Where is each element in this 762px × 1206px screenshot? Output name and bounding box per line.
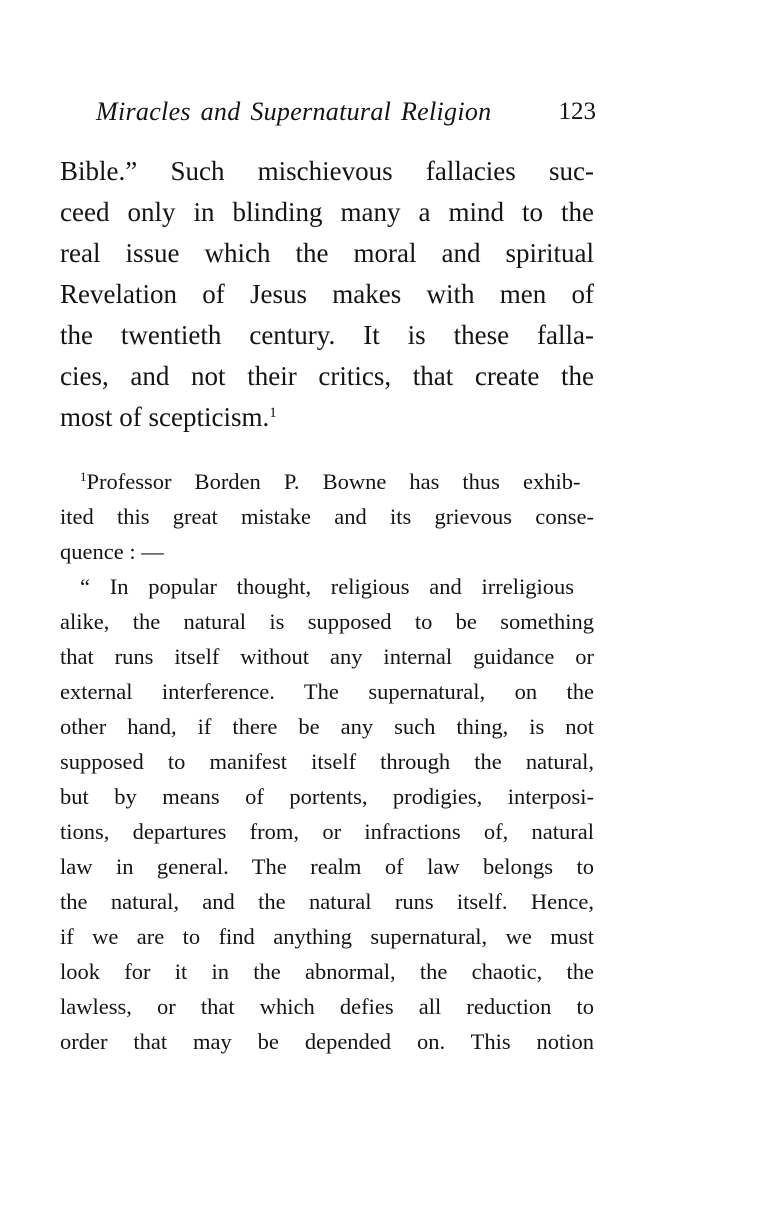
footnote-quote-line: look for it in the abnormal, the chaotic, the xyxy=(60,959,594,984)
footnote-line: $^1$Professor Borden P. Bowne has thus exhib- xyxy=(80,469,581,494)
text-line: most of scepticism.$^1$ xyxy=(60,402,277,432)
footnote-quote-line: supposed to manifest itself through the natural, xyxy=(60,749,594,774)
running-head-title: Miracles and Supernatural Religion xyxy=(96,97,492,126)
footnote-quote-line: external interference. The supernatural, on the xyxy=(60,679,594,704)
footnote-quote-line: that runs itself without any internal guidance or xyxy=(60,644,594,669)
footnote-quote-line: other hand, if there be any such thing, is not xyxy=(60,714,594,739)
text-line: cies, and not their critics, that create the xyxy=(60,361,594,391)
footnote-quote-line: if we are to find anything supernatural, we must xyxy=(60,924,594,949)
running-head xyxy=(96,92,596,132)
page-number: 123 xyxy=(558,98,596,125)
footnote-quote-line: the natural, and the natural runs itself. Hence, xyxy=(60,889,594,914)
footnote-marker: 1 xyxy=(80,469,87,484)
footnote-quote-line: lawless, or that which defies all reduction to xyxy=(60,994,594,1019)
footnote-reference[interactable]: 1 xyxy=(269,405,277,421)
footnote-quote-line: tions, departures from, or infractions of, natural xyxy=(60,819,594,844)
footnote-line: quence : — xyxy=(60,539,164,564)
footnote xyxy=(60,464,594,1059)
footnote-quote-line: “ In popular thought, religious and irreligious xyxy=(80,574,574,599)
footnote-quote-line: order that may be depended on. This notion xyxy=(60,1029,594,1054)
text-line: ceed only in blinding many a mind to the xyxy=(60,197,594,227)
text-line: Bible.” Such mischievous fallacies suc- xyxy=(60,156,594,186)
text-line: the twentieth century. It is these falla- xyxy=(60,320,594,350)
main-text xyxy=(60,151,594,438)
footnote-line: ited this great mistake and its grievous conse- xyxy=(60,504,594,529)
footnote-quote-line: alike, the natural is supposed to be something xyxy=(60,609,594,634)
text-line: real issue which the moral and spiritual xyxy=(60,238,594,268)
text-line: Revelation of Jesus makes with men of xyxy=(60,279,594,309)
footnote-quote-line: law in general. The realm of law belongs to xyxy=(60,854,594,879)
footnote-quote-line: but by means of portents, prodigies, interposi- xyxy=(60,784,594,809)
